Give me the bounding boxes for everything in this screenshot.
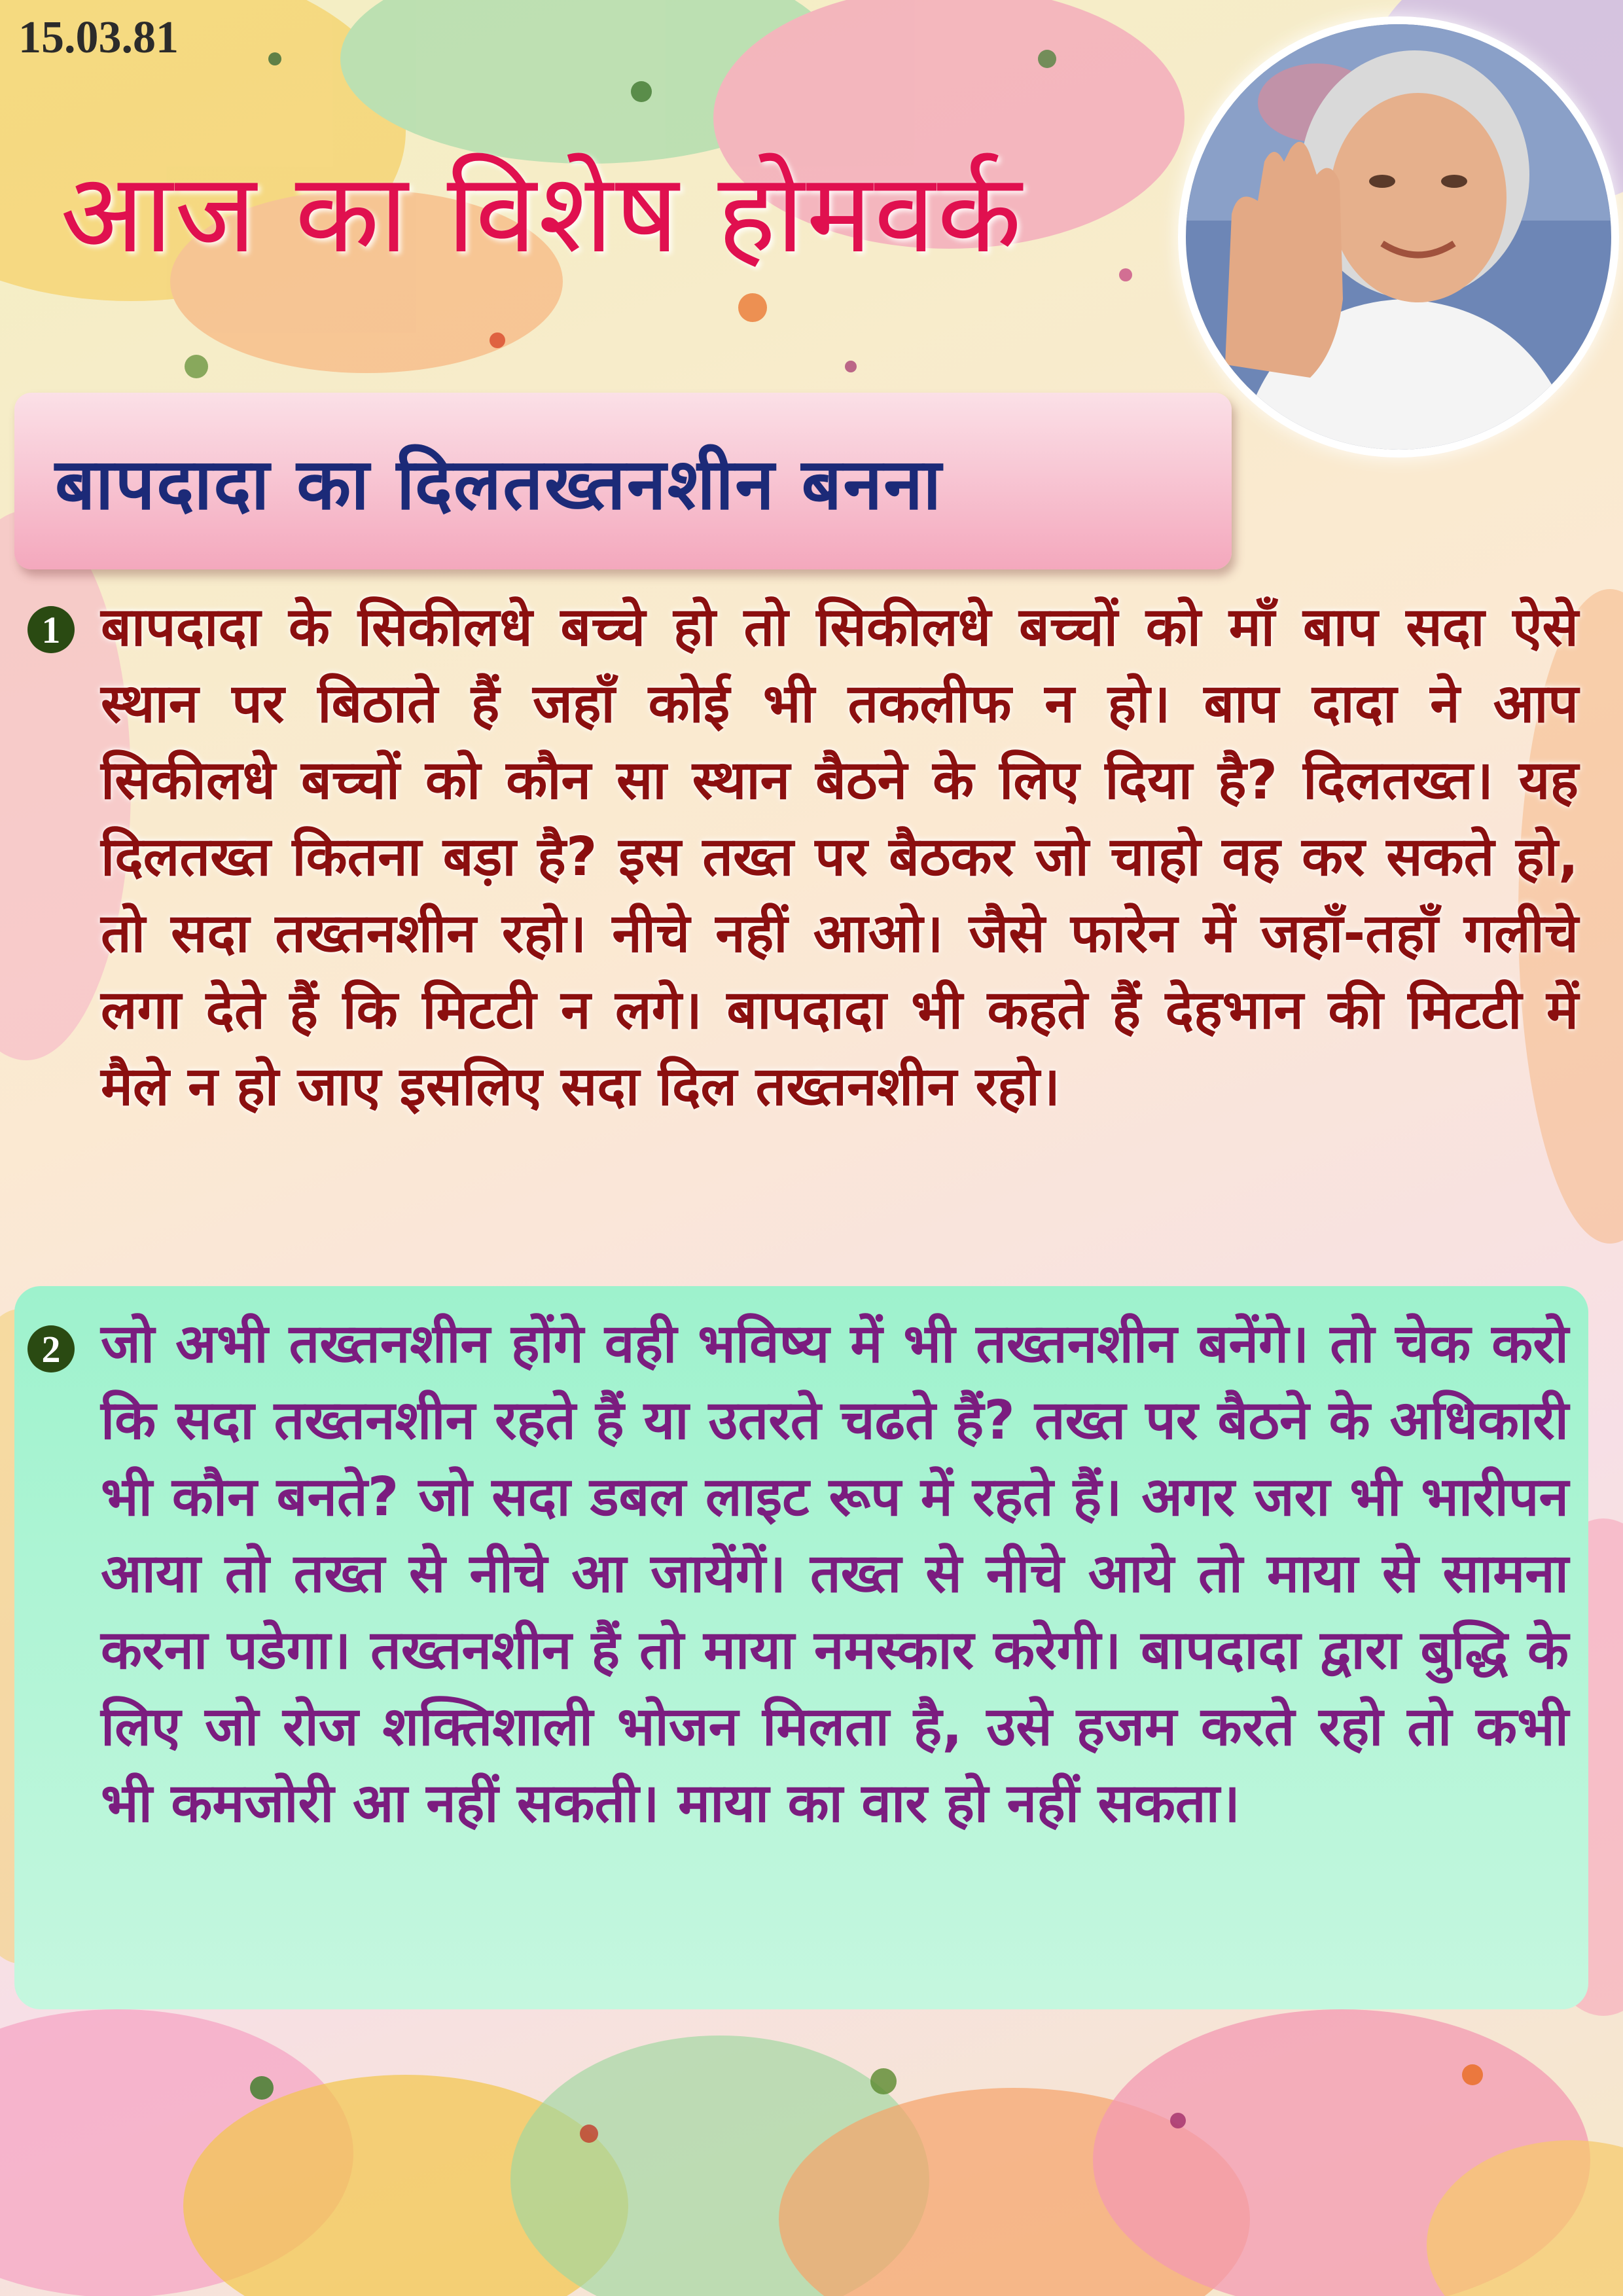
subtitle-banner xyxy=(14,393,1232,569)
number-badge-1: 1 xyxy=(27,606,75,653)
point-section-1 xyxy=(14,589,1598,1270)
page-title: आज का विशेष होमवर्क xyxy=(60,149,1024,278)
date-label: 15.03.81 xyxy=(18,12,179,63)
subtitle-text: बापदादा का दिलतख्तनशीन बनना xyxy=(55,443,943,526)
point-text-1: बापदादा के सिकीलधे बच्चे हो तो सिकीलधे बच्चों को माँ बाप सदा ऐसे स्थान पर बिठाते हैं जहाँ कोई भी तकलीफ न हो। बाप दादा ने आप सिकीलधे बच्चों को कौन सा स्थान बैठने के लिए दिया है? दिलतख्त। यह दिलतख्त कितना बड़ा है? इस तख्त पर बैठकर जो चाहो वह कर सकते हो, तो सदा तख्तनशीन रहो। नीचे नहीं आओ। जैसे फारेन में जहाँ-तहाँ गलीचे लगा देते हैं कि मिटटी न लगे। बापदादा भी कहते हैं देहभान की मिटटी में मैले न हो जाए इसलिए सदा दिल तख्तनशीन रहो। xyxy=(101,596,1578,1118)
portrait-illustration xyxy=(1186,24,1611,450)
number-badge-2: 2 xyxy=(27,1325,75,1372)
bottom-watercolor-art xyxy=(0,2009,1623,2296)
portrait-photo xyxy=(1178,16,1619,457)
point-text-2: जो अभी तख्तनशीन होंगे वही भविष्य में भी तख्तनशीन बनेंगे। तो चेक करो कि सदा तख्तनशीन रहते हैं या उतरते चढते हैं? तख्त पर बैठने के अधिकारी भी कौन बनते? जो सदा डबल लाइट रूप में रहते हैं। अगर जरा भी भारीपन आया तो तख्त से नीचे आ जायेंगें। तख्त से नीचे आये तो माया से सामना करना पडेगा। तख्तनशीन हैं तो माया नमस्कार करेगी। बापदादा द्वारा बुद्धि के लिए जो रोज शक्तिशाली भोजन मिलता है, उसे हजम करते रहो तो कभी भी कमजोरी आ नहीं सकती। माया का वार हो नहीं सकता। xyxy=(101,1313,1569,1835)
point-section-2 xyxy=(14,1286,1588,2009)
